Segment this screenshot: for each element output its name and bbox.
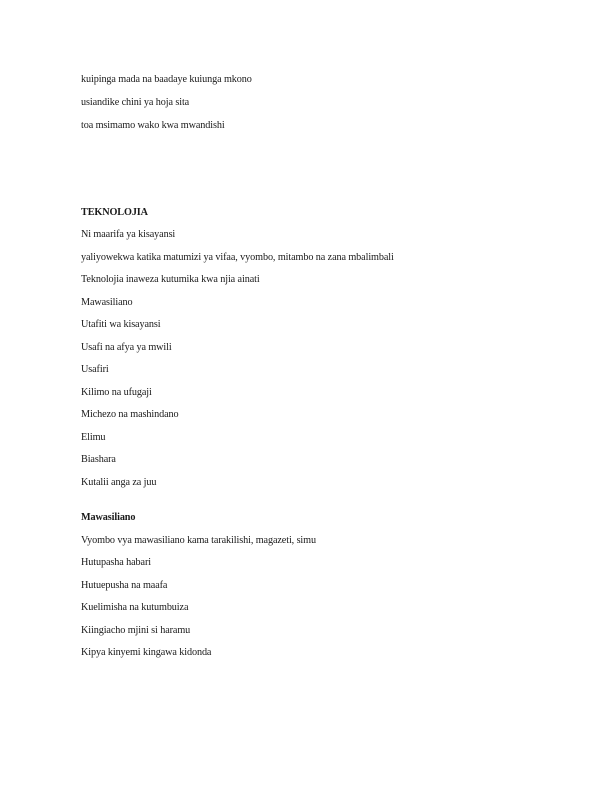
list-item: Utafiti wa kisayansi [81,319,161,330]
intro-line: usiandike chini ya hoja sita [81,97,190,108]
list-item: Mawasiliano [81,297,133,308]
list-item: Hutuepusha na maafa [81,580,168,591]
list-item: Elimu [81,432,106,443]
intro-line: toa msimamo wako kwa mwandishi [81,120,225,131]
list-item: Teknolojia inaweza kutumika kwa njia ainati [81,274,260,285]
list-item: Michezo na mashindano [81,409,179,420]
list-item: Vyombo vya mawasiliano kama tarakilishi, magazeti, simu [81,535,316,546]
list-item: Kuelimisha na kutumbuiza [81,602,189,613]
list-item: Kutalii anga za juu [81,477,157,488]
list-item: Kilimo na ufugaji [81,387,152,398]
list-item: Usafiri [81,364,109,375]
section-heading-mawasiliano: Mawasiliano [81,512,136,523]
list-item: Hutupasha habari [81,557,151,568]
list-item: Usafi na afya ya mwili [81,342,172,353]
list-item: Ni maarifa ya kisayansi [81,229,176,240]
list-item: Biashara [81,454,116,465]
intro-line: kuipinga mada na baadaye kuiunga mkono [81,74,252,85]
section-heading-teknolojia: TEKNOLOJIA [81,207,148,218]
list-item: Kipya kinyemi kingawa kidonda [81,647,212,658]
list-item: Kiingiacho mjini si haramu [81,625,191,636]
list-item: yaliyowekwa katika matumizi ya vifaa, vyombo, mitambo na zana mbalimbali [81,252,394,263]
